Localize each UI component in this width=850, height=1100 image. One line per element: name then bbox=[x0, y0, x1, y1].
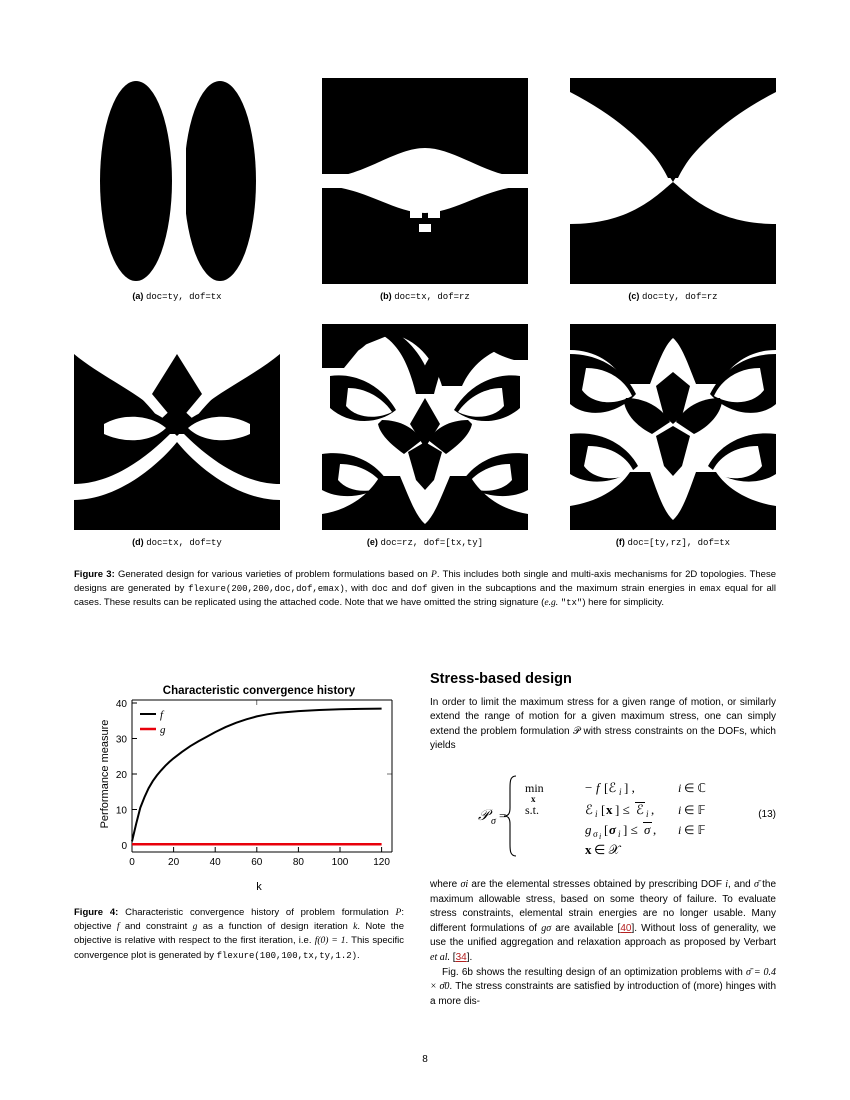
section-heading: Stress-based design bbox=[430, 671, 572, 687]
figure3-caption-a: doc=ty, dof=tx bbox=[145, 292, 222, 302]
svg-text:i: i bbox=[678, 802, 682, 817]
figure4-caption-math-p: P bbox=[395, 908, 402, 918]
figure3-caption-text-5: given in the subcaptions and the maximum strain energies in bbox=[427, 583, 700, 595]
figure-4-chart bbox=[74, 672, 404, 892]
svg-text:ℰ: ℰ bbox=[636, 801, 644, 817]
svg-text:σ: σ bbox=[593, 828, 598, 839]
figure3-caption-e: doc=rz, dof=[tx,ty] bbox=[380, 538, 484, 548]
svg-text:] ,: ] , bbox=[624, 779, 635, 795]
figure3-panel-c bbox=[570, 78, 776, 284]
figure3-caption-c: doc=ty, dof=rz bbox=[641, 292, 718, 302]
figure3-caption-text-3: , with bbox=[344, 583, 372, 595]
figure3-label-f: (f) bbox=[615, 537, 625, 547]
chart-xlabel: k bbox=[256, 881, 262, 893]
svg-text:120: 120 bbox=[373, 857, 390, 868]
figure3-subcaption-e bbox=[322, 537, 528, 548]
figure3-caption-d: doc=tx, dof=ty bbox=[146, 538, 222, 548]
figure3-subcaption-c bbox=[570, 291, 776, 302]
para2-a: where bbox=[430, 878, 461, 890]
svg-text:σ: σ bbox=[491, 815, 496, 827]
svg-text:∈ 𝒳: ∈ 𝒳 bbox=[594, 841, 620, 857]
figure3-subcaption-a bbox=[74, 291, 280, 302]
figure3-caption-code-2: doc bbox=[371, 584, 388, 595]
svg-text:i: i bbox=[618, 828, 621, 839]
figure4-caption-code: flexure(100,100,tx,ty,1.2) bbox=[216, 950, 358, 961]
figure3-panel-b bbox=[322, 78, 528, 284]
figure4-caption-text-1: Characteristic convergence history of problem formulation bbox=[118, 907, 396, 918]
svg-text:,: , bbox=[653, 821, 657, 837]
figure3-caption-text-6: equal for all cases. These results can be replicated using the attached code. Note that we have omitted the string signature ( bbox=[74, 583, 777, 609]
para3-b: . The stress constraints are satisfied by introduction of (more) hinges with a more dis- bbox=[430, 981, 776, 1007]
svg-text:i: i bbox=[619, 786, 622, 797]
svg-text:i: i bbox=[595, 808, 598, 819]
section-paragraph-3 bbox=[430, 966, 776, 1010]
para2-sigmabar: σ̄ bbox=[753, 878, 759, 890]
figure4-caption-math-f: f bbox=[116, 922, 120, 933]
svg-text:i: i bbox=[678, 780, 682, 795]
para2-c: , and bbox=[728, 878, 754, 890]
svg-text:x: x bbox=[585, 841, 592, 857]
figure4-caption-text-6: . This specific convergence plot is generated by bbox=[74, 935, 405, 961]
figure3-caption-text-4: and bbox=[387, 583, 412, 595]
para2-d: the maximum allowable stress, based on some theory of failure. To evaluate stress constraints, elemental strain energies are no longer usable. Many different formulations of bbox=[430, 878, 777, 934]
svg-text:−: − bbox=[585, 779, 593, 795]
figure4-caption-math-k: k bbox=[353, 922, 358, 933]
figure4-caption-text-3: and constraint bbox=[119, 921, 193, 933]
figure4-caption-label: Figure 4: bbox=[74, 907, 119, 918]
figure4-caption bbox=[74, 906, 404, 963]
left-column bbox=[74, 672, 404, 963]
chart-title: Characteristic convergence history bbox=[162, 685, 356, 697]
svg-text:0: 0 bbox=[129, 857, 135, 868]
figure3-subcaption-f bbox=[570, 537, 776, 548]
equation-number: (13) bbox=[758, 808, 776, 820]
svg-text:i: i bbox=[646, 808, 649, 819]
figure3-caption-text-2: . This includes both single and multi-axis mechanisms for 2D topologies. These designs are generated by bbox=[74, 569, 776, 595]
figure4-caption-text-7: . bbox=[357, 949, 360, 961]
svg-text:x: x bbox=[606, 801, 613, 817]
svg-text:[: [ bbox=[601, 801, 606, 817]
svg-text:60: 60 bbox=[251, 857, 263, 868]
chart-svg bbox=[74, 672, 404, 877]
para2-f: ]. Without loss of generality, we use the unified aggregation and relaxation approach as proposed by Verbart bbox=[430, 922, 776, 949]
svg-text:] ≤: ] ≤ bbox=[615, 801, 630, 817]
figure4-caption-math-g: g bbox=[192, 922, 198, 933]
svg-text:min: min bbox=[525, 780, 544, 795]
figure3-caption-f: doc=[ty,rz], dof=tx bbox=[627, 538, 731, 548]
svg-text:𝒫: 𝒫 bbox=[478, 807, 489, 824]
figure3-row-1 bbox=[74, 78, 776, 302]
figure4-caption-math-eq: f(0) = 1 bbox=[314, 936, 346, 947]
svg-text:i: i bbox=[678, 822, 682, 837]
figure3-panel-e bbox=[322, 324, 528, 530]
svg-text:g: g bbox=[160, 724, 166, 736]
figure3-caption-label: Figure 3: bbox=[74, 569, 115, 580]
svg-text:f: f bbox=[596, 779, 600, 795]
svg-text:σ: σ bbox=[644, 821, 651, 837]
figure3-cell-a bbox=[74, 78, 280, 302]
svg-text:s.t.: s.t. bbox=[525, 802, 540, 817]
figure3-cell-f bbox=[570, 324, 776, 548]
para2-h: ]. bbox=[466, 951, 473, 963]
svg-text:g: g bbox=[585, 821, 592, 837]
figure3-panel-f bbox=[570, 324, 776, 530]
figure3-caption-text-1: Generated design for various varieties of problem formulations based on bbox=[114, 569, 432, 580]
svg-text:=: = bbox=[499, 807, 507, 823]
section-paragraph-2 bbox=[430, 878, 776, 966]
figure3-caption-math-p: P bbox=[431, 570, 437, 580]
svg-text:] ≤: ] ≤ bbox=[623, 821, 638, 837]
figure3-label-c: (c) bbox=[628, 291, 640, 301]
figure3-subcaption-d bbox=[74, 537, 280, 548]
figure3-caption-math-eg: e.g. bbox=[544, 598, 559, 609]
svg-text:40: 40 bbox=[115, 699, 127, 710]
svg-text:,: , bbox=[651, 801, 655, 817]
figure3-cell-d bbox=[74, 324, 280, 548]
equation-13-svg bbox=[430, 764, 776, 868]
figure3-row-2 bbox=[74, 324, 776, 548]
para2-i: i bbox=[725, 878, 728, 890]
svg-text:∈ ℂ: ∈ ℂ bbox=[684, 780, 706, 795]
page-number: 8 bbox=[422, 1054, 428, 1065]
svg-text:[ℰ: [ℰ bbox=[604, 779, 617, 795]
svg-text:∈ 𝔽: ∈ 𝔽 bbox=[684, 802, 706, 817]
para2-b: are the elemental stresses obtained by prescribing DOF bbox=[468, 878, 726, 890]
svg-text:80: 80 bbox=[292, 857, 304, 868]
svg-text:f: f bbox=[160, 709, 164, 721]
para2-etal: et al. bbox=[430, 951, 450, 963]
svg-text:40: 40 bbox=[209, 857, 221, 868]
figure-3 bbox=[74, 78, 776, 548]
para3-a: Fig. 6b shows the resulting design of an optimization problems with bbox=[442, 966, 747, 978]
svg-text:0: 0 bbox=[121, 841, 127, 852]
svg-text:20: 20 bbox=[115, 770, 127, 781]
figure3-caption-code-3: dof bbox=[411, 584, 428, 595]
svg-text:100: 100 bbox=[331, 857, 349, 868]
para2-e: are available [ bbox=[551, 922, 621, 934]
figure3-cell-b bbox=[322, 78, 528, 302]
para3-eq: σ̄ = 0.4 × σ̄0 bbox=[430, 966, 776, 993]
figure3-caption-b: doc=tx, dof=rz bbox=[394, 292, 470, 302]
figure3-cell-c bbox=[570, 78, 776, 302]
figure3-caption bbox=[74, 568, 776, 611]
figure3-label-d: (d) bbox=[132, 537, 144, 547]
figure3-cell-e bbox=[322, 324, 528, 548]
figure3-caption-text-7: ) here for simplicity. bbox=[582, 597, 664, 609]
svg-text:x: x bbox=[531, 793, 536, 804]
svg-text:30: 30 bbox=[115, 734, 127, 746]
figure4-caption-text-4: as a function of design iteration bbox=[197, 921, 354, 933]
figure3-subcaption-b bbox=[322, 291, 528, 302]
figure3-caption-code-4: emax bbox=[699, 584, 722, 595]
chart-ylabel: Performance measure bbox=[99, 719, 111, 829]
svg-text:20: 20 bbox=[168, 857, 180, 868]
figure3-label-e: (e) bbox=[366, 537, 378, 547]
svg-text:i: i bbox=[599, 831, 602, 841]
figure3-panel-d bbox=[74, 324, 280, 530]
figure4-caption-text-2: : objective bbox=[74, 907, 404, 933]
citation-40[interactable]: 40 bbox=[620, 922, 632, 934]
para2-gsigma: gσ bbox=[541, 922, 552, 934]
svg-text:10: 10 bbox=[115, 805, 127, 817]
section-paragraph-1: In order to limit the maximum stress for a given range of motion, or similarly extend the range of motion for a given maximum stress, one can simply extend the problem formulation 𝒫 with stress constraints on the DOFs, which yields bbox=[430, 696, 776, 752]
citation-34[interactable]: 34 bbox=[455, 951, 467, 963]
para2-sigma: σi bbox=[460, 878, 469, 890]
figure3-caption-code-1: flexure(200,200,doc,dof,emax) bbox=[188, 584, 345, 595]
figure3-caption-code-5: "tx" bbox=[560, 598, 583, 609]
svg-text:[: [ bbox=[604, 821, 609, 837]
figure3-label-b: (b) bbox=[380, 291, 392, 301]
right-column bbox=[430, 672, 776, 1009]
figure4-caption-text-5: . Note the objective is relative with respect to the first iteration, i.e. bbox=[74, 921, 404, 947]
svg-text:ℰ: ℰ bbox=[585, 801, 593, 817]
figure3-label-a: (a) bbox=[132, 291, 144, 301]
figure3-panel-a bbox=[74, 78, 280, 284]
svg-text:∈ 𝔽: ∈ 𝔽 bbox=[684, 822, 706, 837]
svg-text:σ: σ bbox=[609, 821, 617, 837]
para2-g: [ bbox=[450, 951, 456, 963]
equation-13 bbox=[430, 764, 776, 868]
